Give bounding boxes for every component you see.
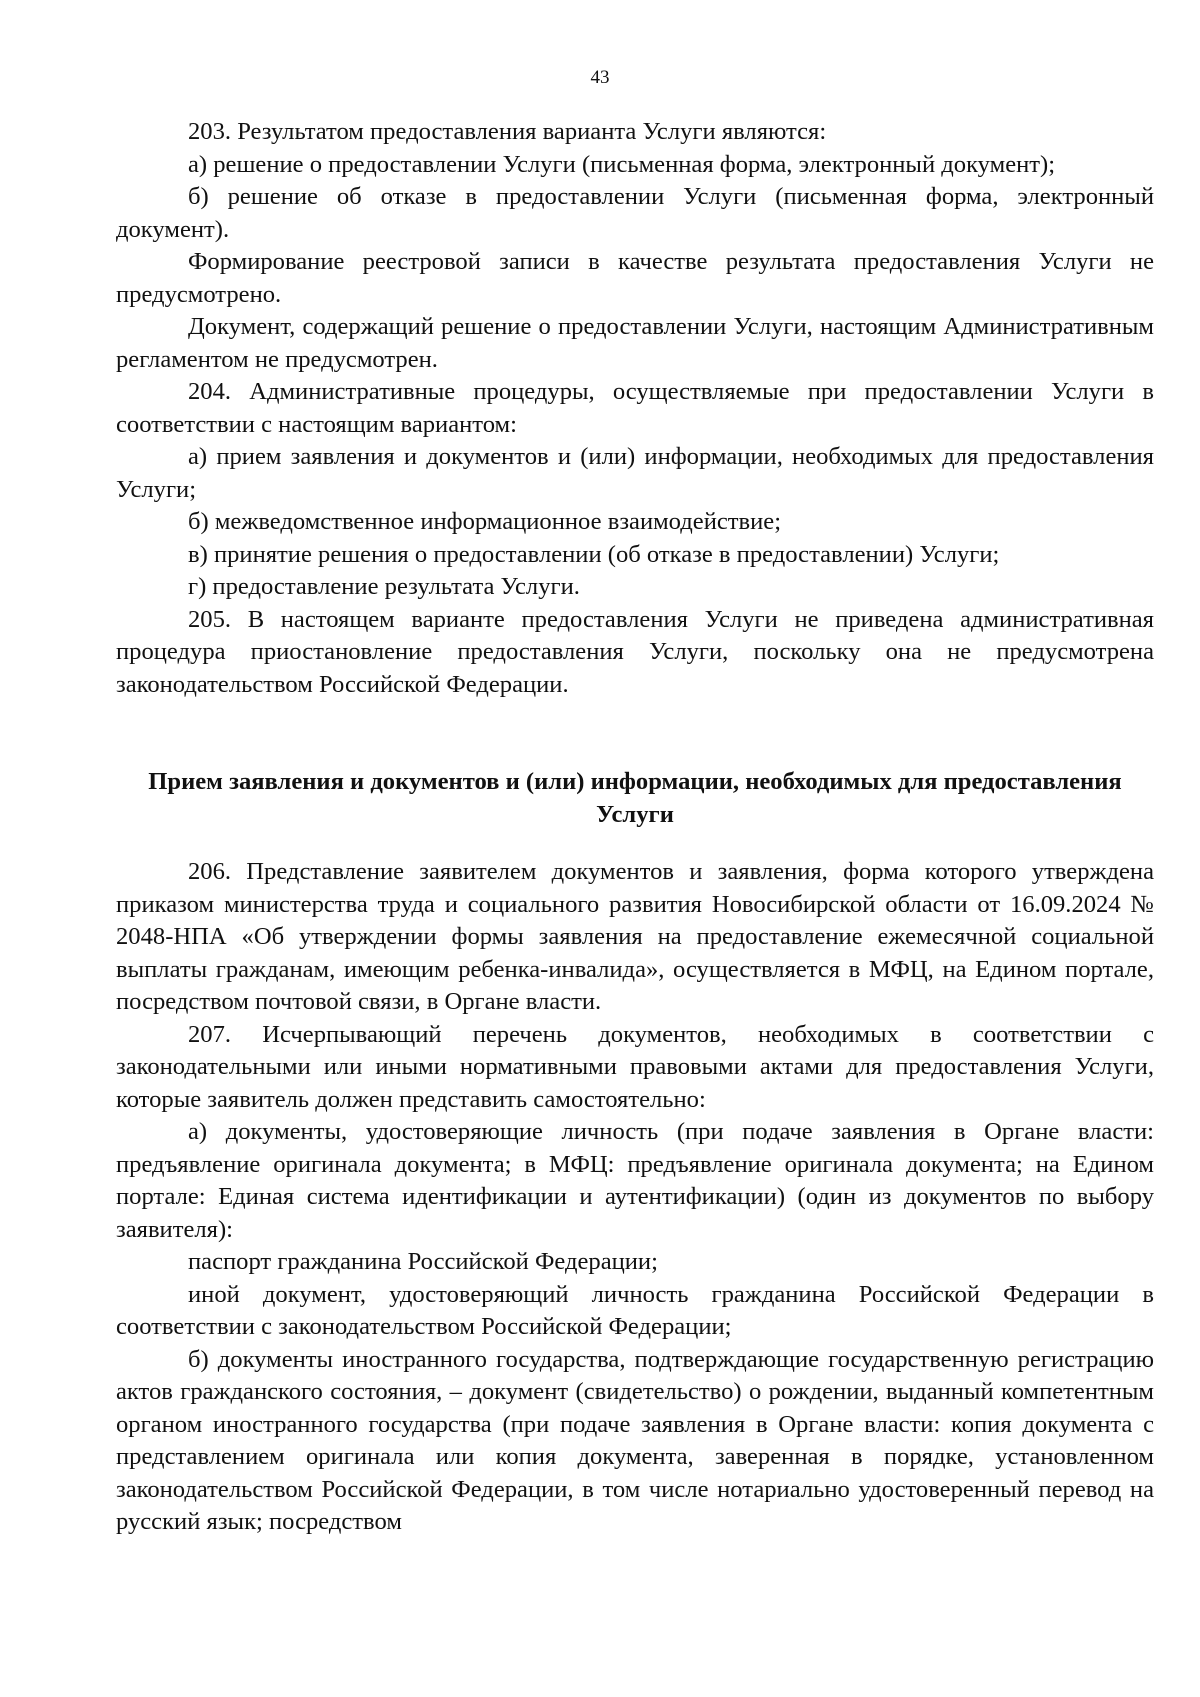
paragraph-203: 203. Результатом предоставления варианта Услуги являются: <box>188 118 827 145</box>
paragraph-204-c: в) принятие решения о предоставлении (об отказе в предоставлении) Услуги; <box>188 540 1000 568</box>
paragraph-203-a: а) решение о предоставлении Услуги (письменная форма, электронный документ); <box>188 150 1056 178</box>
paragraph-other-id-document: иной документ, удостоверяющий личность гражданина Российской Федерации в соответствии с законодательством Российской Федерации; <box>116 1280 1154 1340</box>
section-heading: Прием заявления и документов и (или) информации, необходимых для предоставления Услуги <box>148 768 1122 828</box>
paragraph-207-a: а) документы, удостоверяющие личность (при подаче заявления в Органе власти: предъявление оригинала документа; в МФЦ: предъявление оригинала документа; на Едином портале: Единая система идентификации и аутентификации) (один из документов по выбору заявителя): <box>116 1118 1154 1243</box>
paragraph-204-a: а) прием заявления и документов и (или) информации, необходимых для предоставления Услуги; <box>116 443 1154 503</box>
body-text-lower <box>116 856 1154 1539</box>
paragraph-204-b: б) межведомственное информационное взаимодействие; <box>188 508 782 535</box>
paragraph-207: 207. Исчерпывающий перечень документов, необходимых в соответствии с законодательными или иными нормативными правовыми актами для предоставления Услуги, которые заявитель должен представить самостоятельно: <box>116 1020 1154 1113</box>
paragraph-204-d: г) предоставление результата Услуги. <box>188 573 580 600</box>
page-number: 43 <box>590 67 610 88</box>
paragraph-205: 205. В настоящем варианте предоставления Услуги не приведена административная процедура приостановление предоставления Услуги, поскольку она не предусмотрена законодательством Российской Федерации. <box>116 605 1154 698</box>
section-heading-block <box>116 766 1154 831</box>
paragraph-207-b: б) документы иностранного государства, подтверждающие государственную регистрацию актов гражданского состояния, – документ (свидетельство) о рождении, выданный компетентным органом иностранного государства (при подаче заявления в Органе власти: копия документа с представлением оригинала или копия документа, заверенная в порядке, установленном законодательством Российской Федерации, в том числе нотариально удостоверенный перевод на русский язык; посредством <box>116 1345 1154 1535</box>
paragraph-204: 204. Административные процедуры, осуществляемые при предоставлении Услуги в соответствии с настоящим вариантом: <box>116 378 1154 438</box>
body-text-upper <box>116 116 1154 701</box>
paragraph-registry-record: Формирование реестровой записи в качестве результата предоставления Услуги не предусмотрено. <box>116 248 1154 308</box>
paragraph-decision-document: Документ, содержащий решение о предоставлении Услуги, настоящим Административным регламентом не предусмотрен. <box>116 313 1154 373</box>
paragraph-203-b: б) решение об отказе в предоставлении Услуги (письменная форма, электронный документ). <box>116 183 1154 243</box>
paragraph-passport: паспорт гражданина Российской Федерации; <box>188 1248 658 1275</box>
paragraph-206: 206. Представление заявителем документов и заявления, форма которого утверждена приказом министерства труда и социального развития Новосибирской области от 16.09.2024 № 2048-НПА «Об утверждении формы заявления на предоставление ежемесячной социальной выплаты гражданам, имеющим ребенка-инвалида», осуществляется в МФЦ, на Едином портале, посредством почтовой связи, в Органе власти. <box>116 858 1154 1015</box>
